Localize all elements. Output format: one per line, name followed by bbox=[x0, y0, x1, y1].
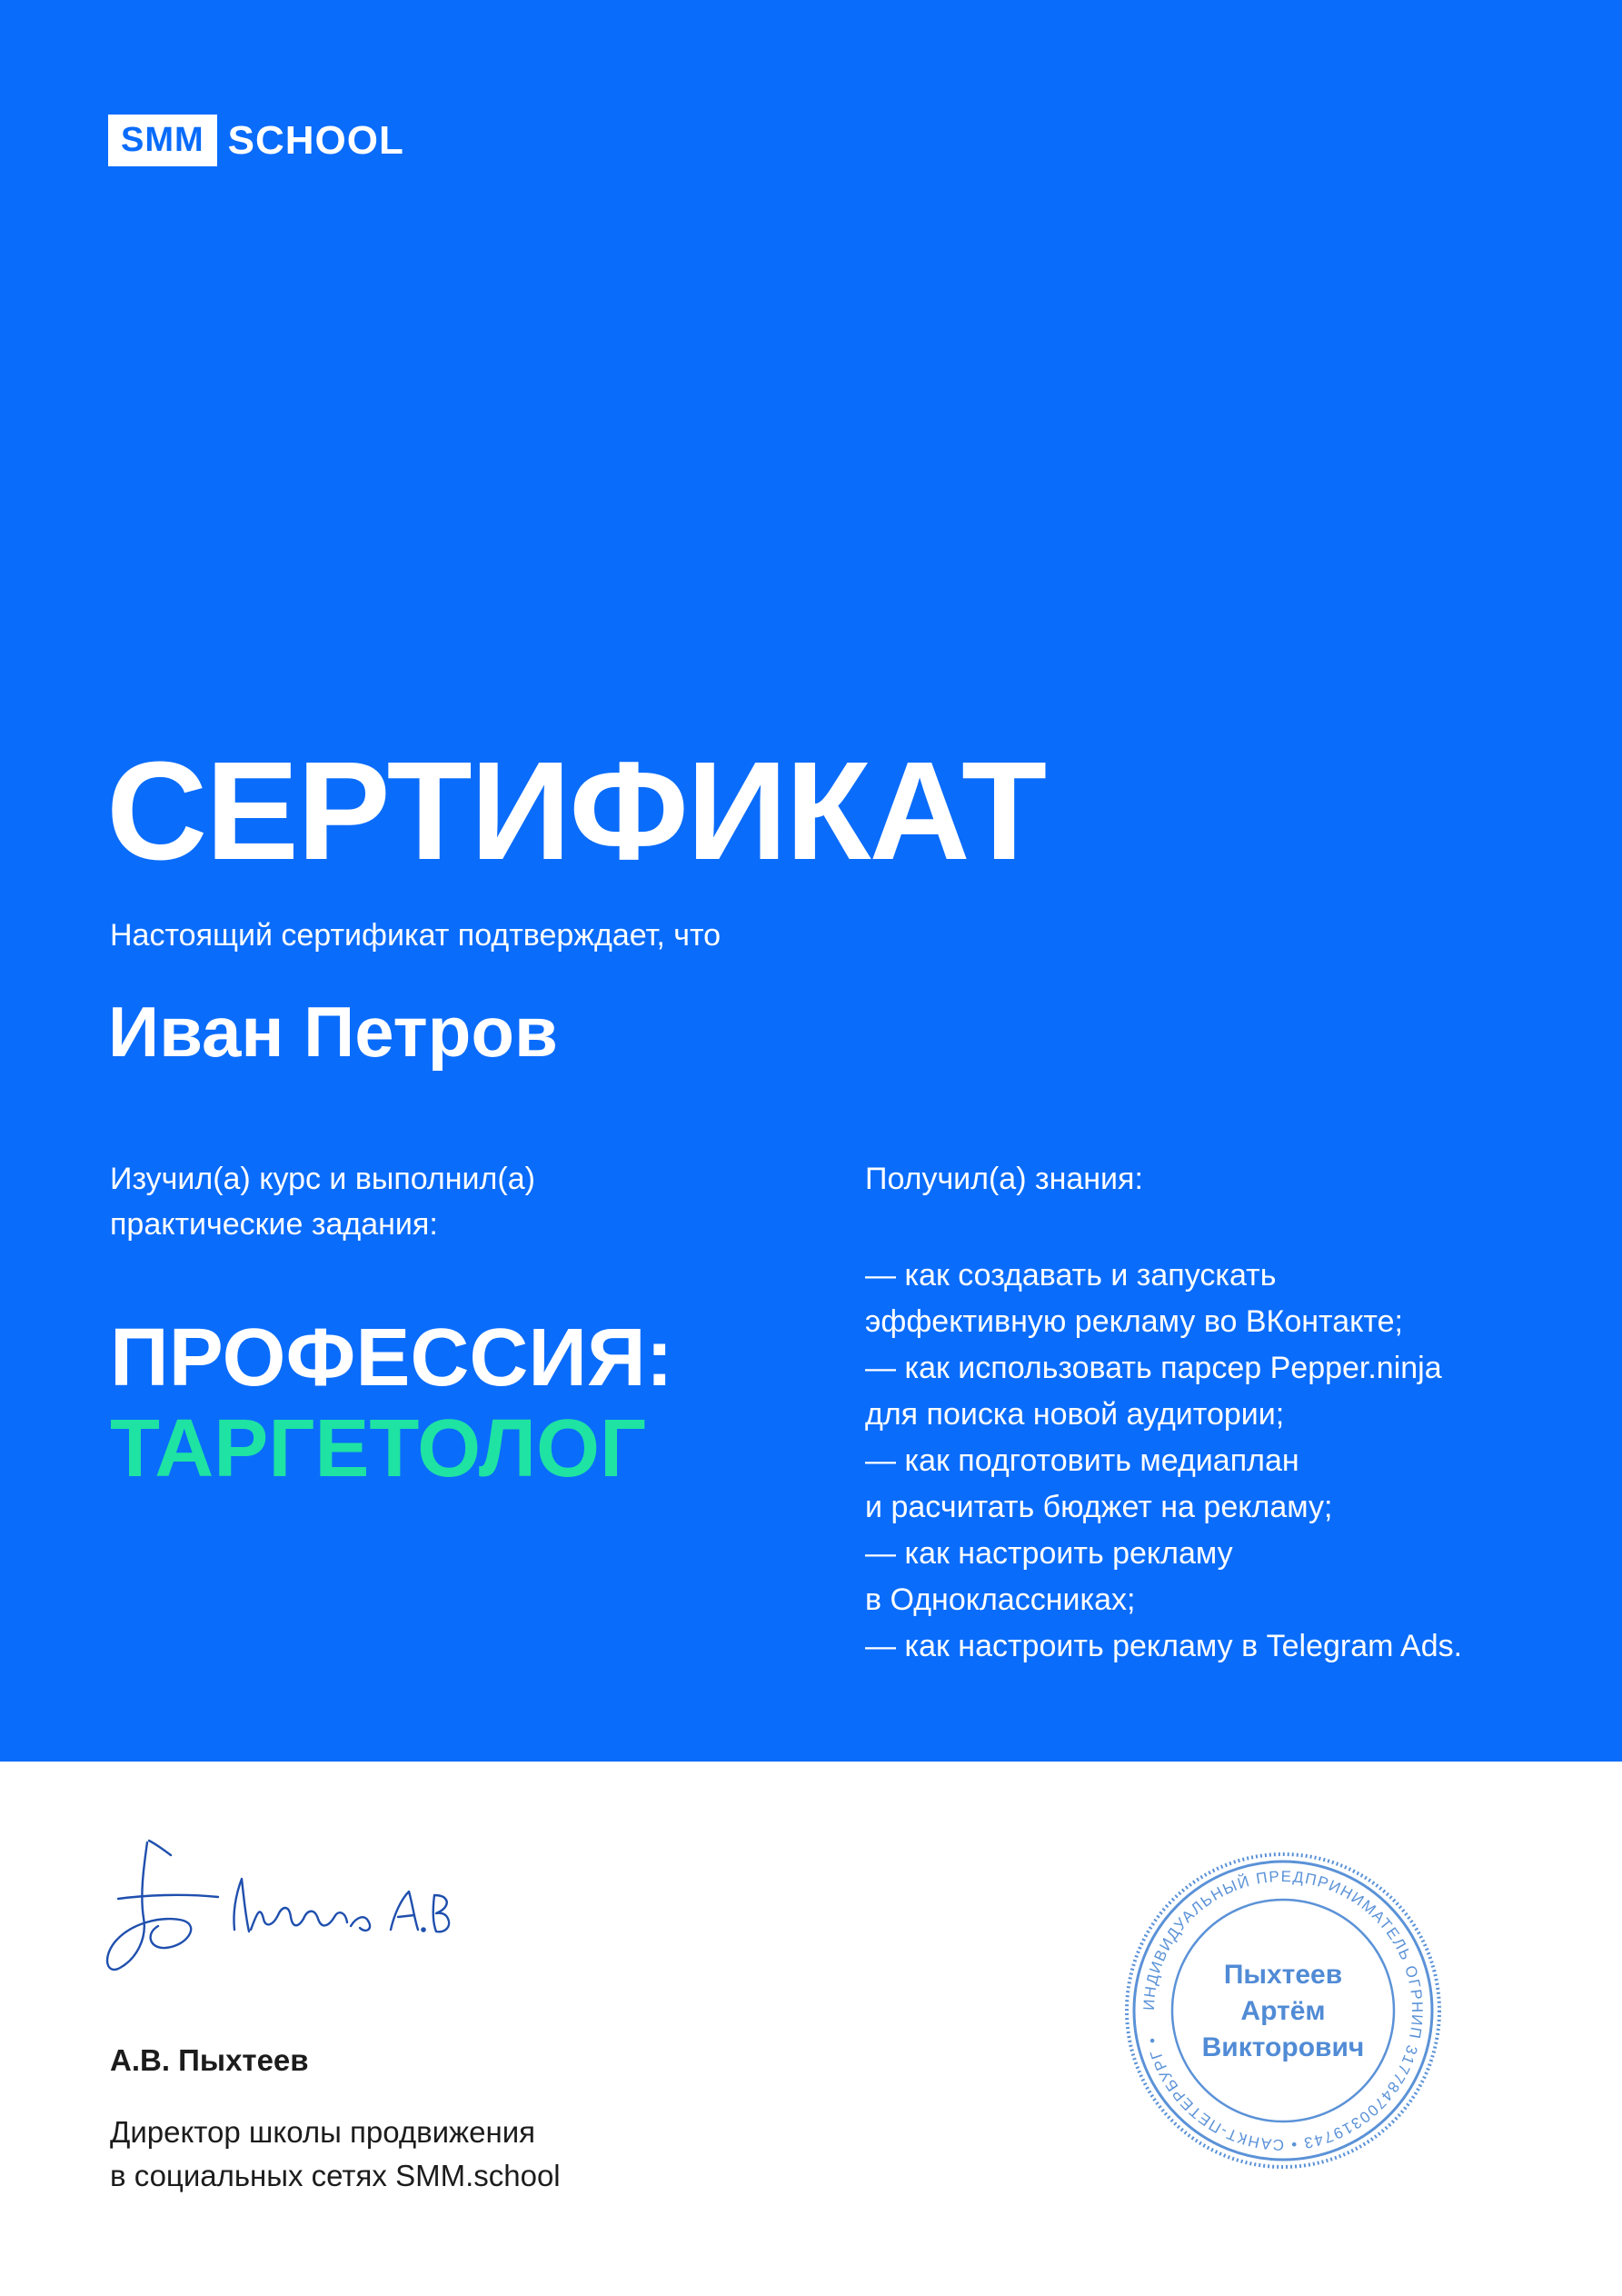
official-stamp bbox=[1119, 1847, 1447, 2174]
studied-line-2: практические задания: bbox=[110, 1207, 438, 1242]
signer-role bbox=[110, 2111, 746, 2198]
knowledge-line: и расчитать бюджет на рекламу; bbox=[865, 1490, 1333, 1524]
recipient-name: Иван Петров bbox=[108, 992, 559, 1072]
signer-role-line-2: в социальных сетях SMM.school bbox=[110, 2159, 561, 2192]
knowledge-line: — как подготовить медиаплан bbox=[865, 1443, 1299, 1478]
knowledge-line: в Одноклассниках; bbox=[865, 1582, 1136, 1617]
signer-role-line-1: Директор школы продвижения bbox=[110, 2115, 535, 2149]
smm-school-logo bbox=[108, 115, 404, 166]
knowledge-column bbox=[865, 1156, 1592, 1670]
logo-box: SMM bbox=[108, 115, 217, 166]
course-title-line-1: ПРОФЕССИЯ: bbox=[110, 1313, 673, 1403]
studied-text bbox=[110, 1156, 801, 1247]
stamp-line-2: Артём bbox=[1240, 1996, 1326, 2026]
course-title bbox=[110, 1313, 801, 1494]
logo-text: SCHOOL bbox=[227, 117, 404, 163]
knowledge-line: — как использовать парсер Pepper.ninja bbox=[865, 1351, 1442, 1385]
course-column bbox=[110, 1156, 801, 1494]
confirm-text: Настоящий сертификат подтверждает, что bbox=[110, 918, 721, 953]
stamp-line-1: Пыхтеев bbox=[1223, 1960, 1343, 1990]
signer-name: А.В. Пыхтеев bbox=[110, 2043, 309, 2077]
stamp-ring-text: ИНДИВИДУАЛЬНЫЙ ПРЕДПРИНИМАТЕЛЬ ОГРНИП 317784700319743 • САНКТ-ПЕТЕРБУРГ • bbox=[1139, 1867, 1427, 2154]
stamp-line-3: Викторович bbox=[1201, 2032, 1365, 2062]
certificate-title: СЕРТИФИКАТ bbox=[106, 733, 1046, 889]
knowledge-line: эффективную рекламу во ВКонтакте; bbox=[865, 1304, 1403, 1339]
studied-line-1: Изучил(а) курс и выполнил(а) bbox=[110, 1162, 535, 1196]
course-title-line-2: ТАРГЕТОЛОГ bbox=[110, 1403, 647, 1494]
knowledge-line: для поиска новой аудитории; bbox=[865, 1397, 1285, 1432]
knowledge-line: — как настроить рекламу bbox=[865, 1536, 1233, 1571]
knowledge-heading: Получил(а) знания: bbox=[865, 1162, 1143, 1196]
knowledge-line: — как создавать и запускать bbox=[865, 1258, 1277, 1293]
knowledge-line: — как настроить рекламу в Telegram Ads. bbox=[865, 1629, 1463, 1663]
handwritten-signature bbox=[100, 1832, 500, 1986]
knowledge-list bbox=[865, 1253, 1592, 1670]
